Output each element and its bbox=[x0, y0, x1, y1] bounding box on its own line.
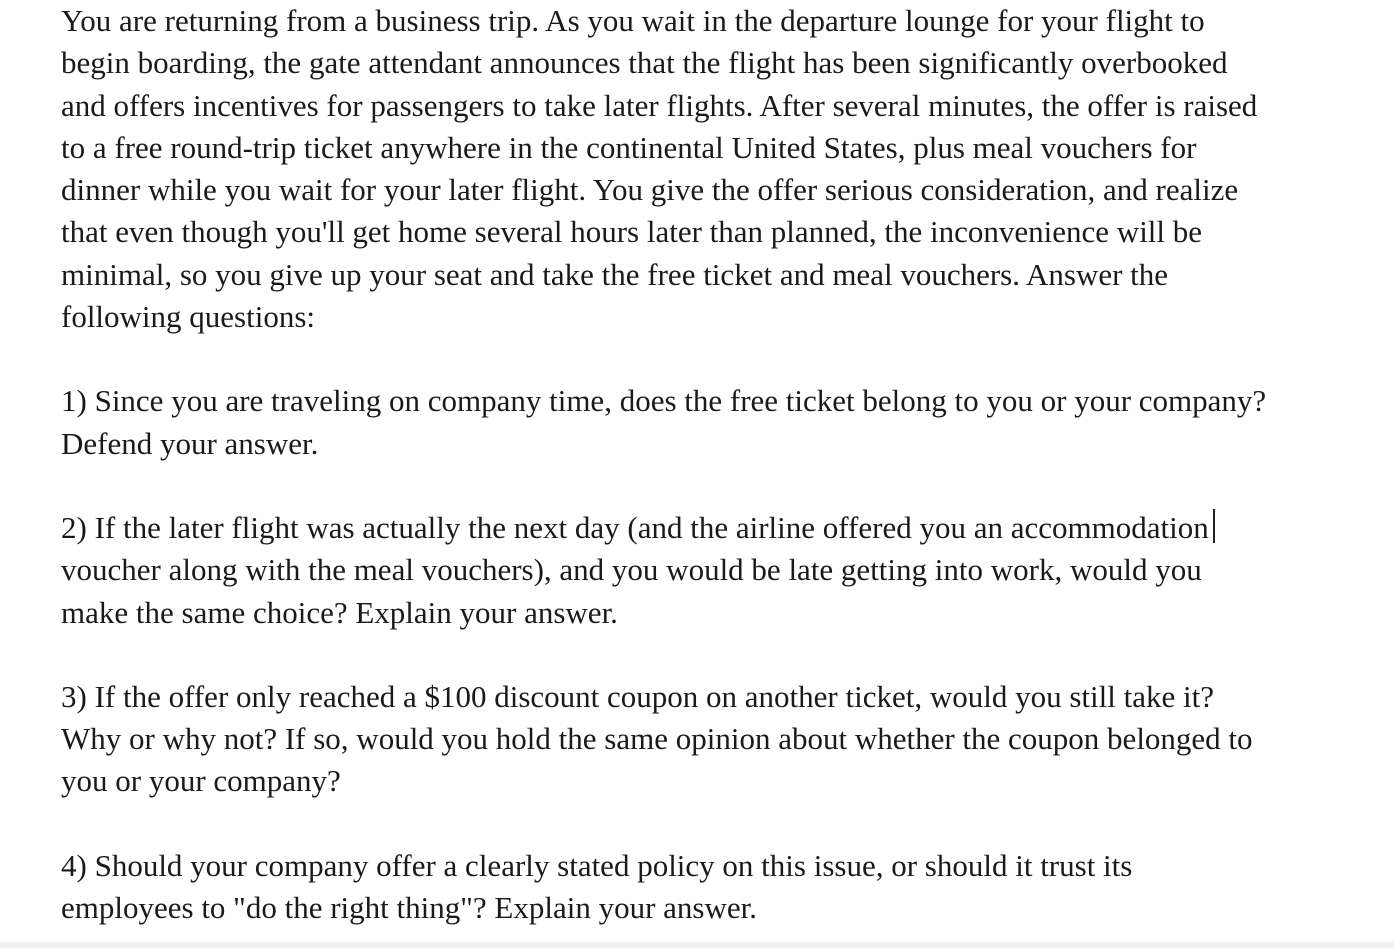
paragraph-gap bbox=[61, 634, 1381, 676]
question-line: 2) If the later flight was actually the next day (and the airline offered you an accommodation bbox=[61, 509, 1209, 545]
question-4 bbox=[61, 845, 1381, 930]
question-line: you or your company? bbox=[61, 763, 341, 799]
question-line: Why or why not? If so, would you hold the same opinion about whether the coupon belonged to bbox=[61, 721, 1253, 757]
intro-line: that even though you'll get home several hours later than planned, the inconvenience will be bbox=[61, 214, 1203, 250]
document-body bbox=[61, 0, 1381, 929]
question-3 bbox=[61, 676, 1381, 803]
intro-line: begin boarding, the gate attendant announces that the flight has been significantly overbooked bbox=[61, 45, 1228, 81]
question-line: voucher along with the meal vouchers), and you would be late getting into work, would you bbox=[61, 552, 1202, 588]
intro-line: and offers incentives for passengers to take later flights. After several minutes, the offer is raised bbox=[61, 87, 1258, 123]
intro-line: to a free round-trip ticket anywhere in the continental United States, plus meal vouchers for bbox=[61, 129, 1197, 165]
intro-paragraph bbox=[61, 0, 1381, 338]
question-2 bbox=[61, 507, 1381, 634]
page-bottom-edge bbox=[0, 942, 1394, 948]
question-line: 1) Since you are traveling on company time, does the free ticket belong to you or your company? bbox=[61, 383, 1267, 419]
intro-line: You are returning from a business trip. As you wait in the departure lounge for your flight to bbox=[61, 3, 1205, 38]
question-line: employees to "do the right thing"? Explain your answer. bbox=[61, 890, 757, 926]
question-line: make the same choice? Explain your answer. bbox=[61, 594, 618, 630]
paragraph-gap bbox=[61, 803, 1381, 845]
question-line: 3) If the offer only reached a $100 discount coupon on another ticket, would you still take it? bbox=[61, 678, 1214, 714]
question-line: Defend your answer. bbox=[61, 425, 319, 461]
intro-line: following questions: bbox=[61, 299, 316, 335]
intro-line: dinner while you wait for your later flight. You give the offer serious consideration, and realize bbox=[61, 172, 1239, 208]
intro-line: minimal, so you give up your seat and take the free ticket and meal vouchers. Answer the bbox=[61, 256, 1169, 292]
question-line: 4) Should your company offer a clearly stated policy on this issue, or should it trust its bbox=[61, 847, 1133, 883]
text-cursor bbox=[1213, 509, 1215, 543]
paragraph-gap bbox=[61, 338, 1381, 380]
paragraph-gap bbox=[61, 465, 1381, 507]
question-1 bbox=[61, 380, 1381, 465]
